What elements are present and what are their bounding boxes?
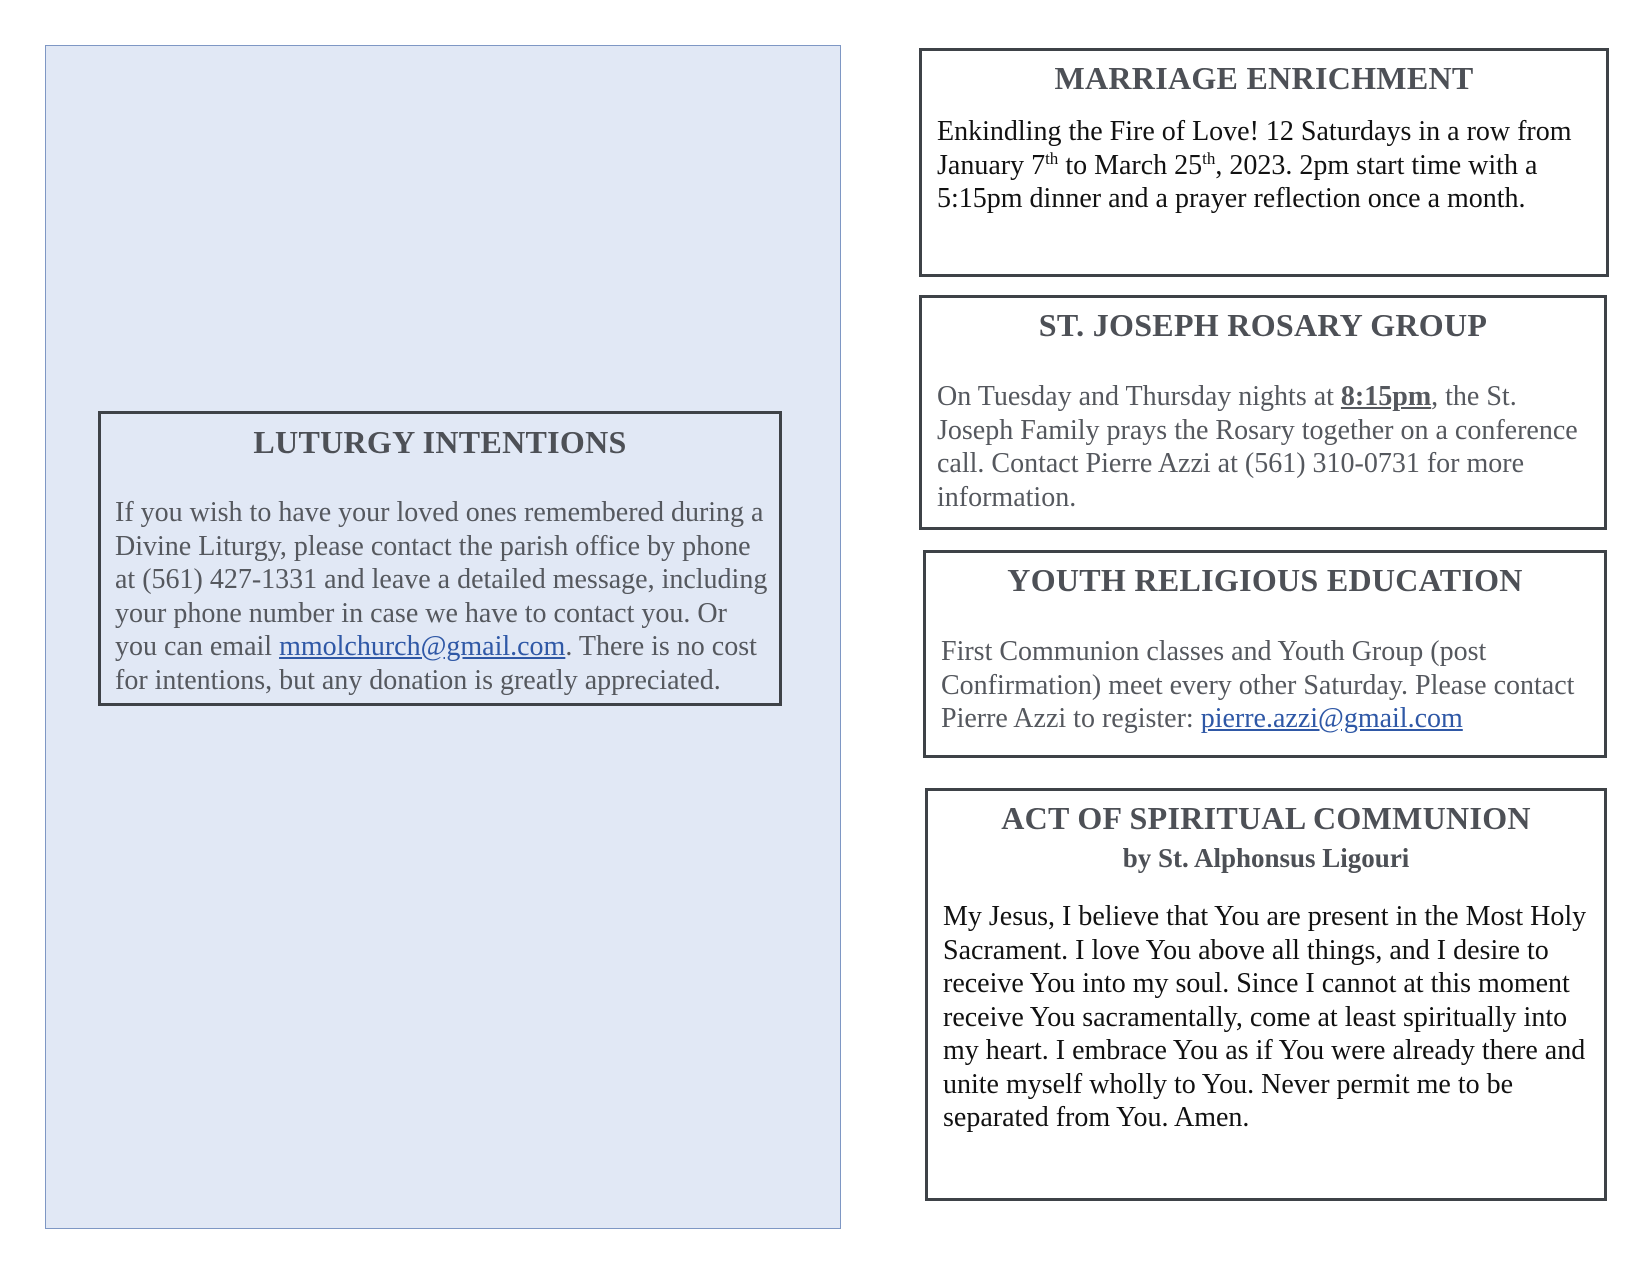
marriage-enrichment-title: MARRIAGE ENRICHMENT xyxy=(1054,60,1474,96)
marriage-text: to March 25 xyxy=(1058,149,1203,181)
rosary-group-body xyxy=(937,380,1597,514)
ordinal-suffix: th xyxy=(1202,148,1216,168)
marriage-enrichment-body xyxy=(937,115,1597,216)
youth-text: First Communion classes and Youth Group (post Confirmation) meet every other Saturday. Please contact Pierre Azzi to register: xyxy=(941,636,1575,734)
parish-email-link[interactable]: mmolchurch@gmail.com xyxy=(279,631,566,662)
marriage-text: , 2023. 2pm start time with a 5:15pm dinner and a prayer reflection once a month. xyxy=(937,149,1538,214)
spiritual-communion-title: ACT OF SPIRITUAL COMMUNION xyxy=(1001,800,1531,836)
spiritual-communion-subtitle: by St. Alphonsus Ligouri xyxy=(1122,843,1410,873)
liturgy-body-text: If you wish to have your loved ones remembered during a Divine Liturgy, please contact the parish office by phone at (561) 427-1331 and leave a detailed message, including your phone number in case we have to contact you. Or you can email xyxy=(115,497,768,662)
youth-education-title: YOUTH RELIGIOUS EDUCATION xyxy=(1007,562,1523,598)
rosary-time: 8:15pm xyxy=(1340,381,1432,412)
youth-email-link[interactable]: pierre.azzi@gmail.com xyxy=(1200,703,1463,734)
marriage-enrichment-box xyxy=(919,48,1609,277)
youth-education-body xyxy=(941,635,1601,736)
rosary-text-end: , the St. Joseph Family prays the Rosary together on a conference call. Contact Pierre Azzi at (561) 310-0731 for more information. xyxy=(937,381,1578,513)
rosary-group-box xyxy=(919,295,1607,530)
liturgy-intentions-body xyxy=(115,496,775,697)
rosary-group-title: ST. JOSEPH ROSARY GROUP xyxy=(1038,307,1488,343)
marriage-text: Enkindling the Fire of Love! 12 Saturdays in a row from January 7 xyxy=(937,116,1572,181)
liturgy-intentions-title: LUTURGY INTENTIONS xyxy=(253,424,627,460)
liturgy-body-text-end: . There is no cost for intentions, but any donation is greatly appreciated. xyxy=(115,631,757,696)
rosary-text: On Tuesday and Thursday nights at xyxy=(937,381,1341,412)
youth-religious-education-box xyxy=(923,550,1607,758)
liturgy-intentions-box xyxy=(98,411,782,706)
spiritual-communion-prayer: My Jesus, I believe that You are present in the Most Holy Sacrament. I love You above all things, and I desire to receive You into my soul. Since I cannot at this moment receive You sacramentally, come at least spiritually into my heart. I embrace You as if You were already there and unite myself wholly to You. Never permit me to be separated from You. Amen. xyxy=(943,901,1587,1133)
spiritual-communion-box xyxy=(925,788,1607,1201)
ordinal-suffix: th xyxy=(1045,148,1059,168)
